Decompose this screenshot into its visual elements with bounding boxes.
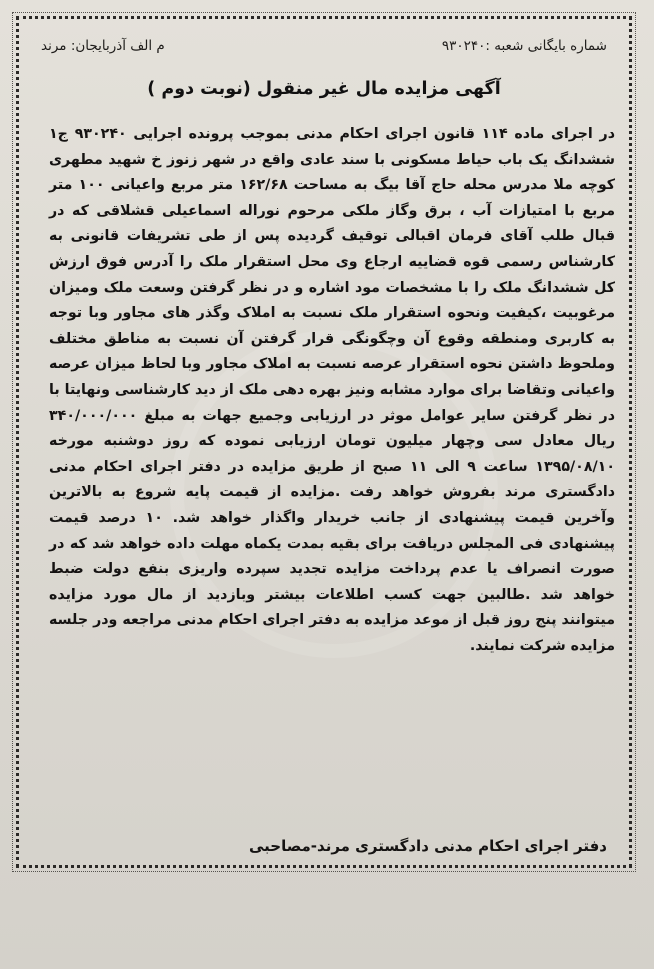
notice-border: [16, 16, 632, 868]
notice-signature: دفتر اجرای احکام مدنی دادگستری مرند-مصاحبی: [249, 837, 607, 855]
notice-body: در اجرای ماده ۱۱۴ قانون اجرای احکام مدنی بموجب پرونده اجرایی ۹۳۰۲۴۰ ج۱ ششدانگ یک باب حیاط مسکونی با سند عادی واقع در شهر زنوز خ شهید مطهری کوچه ملا مدرس محله حاج آقا بیگ به مساحت ۱۶۲/۶۸ متر مربع واعیانی ۱۰۰ متر مربع با امتیازات آب ، برق وگاز ملکی مرحوم نوراله اسماعیلی قشلاقی که در قبال طلب آقای فرمان اقبالی توقیف گردیده پس از طی تشریفات قانونی به کارشناس رسمی قوه قضاییه ارجاع وی محل استقرار ملک را آدرس فوق ارزش کل ششدانگ ملک را با مشخصات مود اشاره و در نظر گرفتن وسعت ملک ومیزان مرغوبیت ،کیفیت ونحوه استقرار ملک نسبت به املاک وگذر های مجاور وبا توجه به کاربری ومنطقه وقوع آن وچگونگی قرار گرفتن آن نسبت به مناطق مختلف وملحوظ داشتن نحوه استقرار عرصه نسبت به املاک مجاور وبا لحاظ میزان عرصه واعیانی وتقاضا برای موارد مشابه ونیز بهره دهی ملک از دید کارشناسی ونهایتا با در نظر گرفتن سایر عوامل موثر در ارزیابی وجمیع جهات به مبلغ ۳۴۰/۰۰۰/۰۰۰ ریال معادل سی وچهار میلیون تومان ارزیابی نموده که روز دوشنبه مورخه ۱۳۹۵/۰۸/۱۰ ساعت ۹ الی ۱۱ صبح از طریق مزایده در دفتر اجرای احکام مدنی دادگستری مرند بفروش خواهد رفت .مزایده از قیمت پایه شروع به بالاترین وآخرین قیمت پیشنهادی از جانب خریدار واگذار خواهد شد. ۱۰ درصد قیمت پیشنهادی فی المجلس دریافت برای بقیه بمدت یکماه مهلت داده خواهد شد که در صورت انصراف یا عدم پرداخت مزایده تجدید سپرده واریزی بنفع دولت ضبط خواهد شد .طالبین جهت کسب اطلاعات بیشتر وبازدید از مال مورد مزایده میتوانند پنج روز قبل از موعد مزایده به دفتر اجرای احکام مدنی مراجعه ودر جلسه مزایده شرکت نمایند.: [49, 126, 615, 654]
notice-header: [41, 33, 607, 59]
publisher-code: م الف آذربایجان: مرند: [41, 38, 165, 54]
notice-title: آگهی مزایده مال غیر منقول (نوبت دوم ): [147, 79, 501, 99]
archive-number: شماره بایگانی شعبه :۹۳۰۲۴۰: [441, 38, 607, 54]
